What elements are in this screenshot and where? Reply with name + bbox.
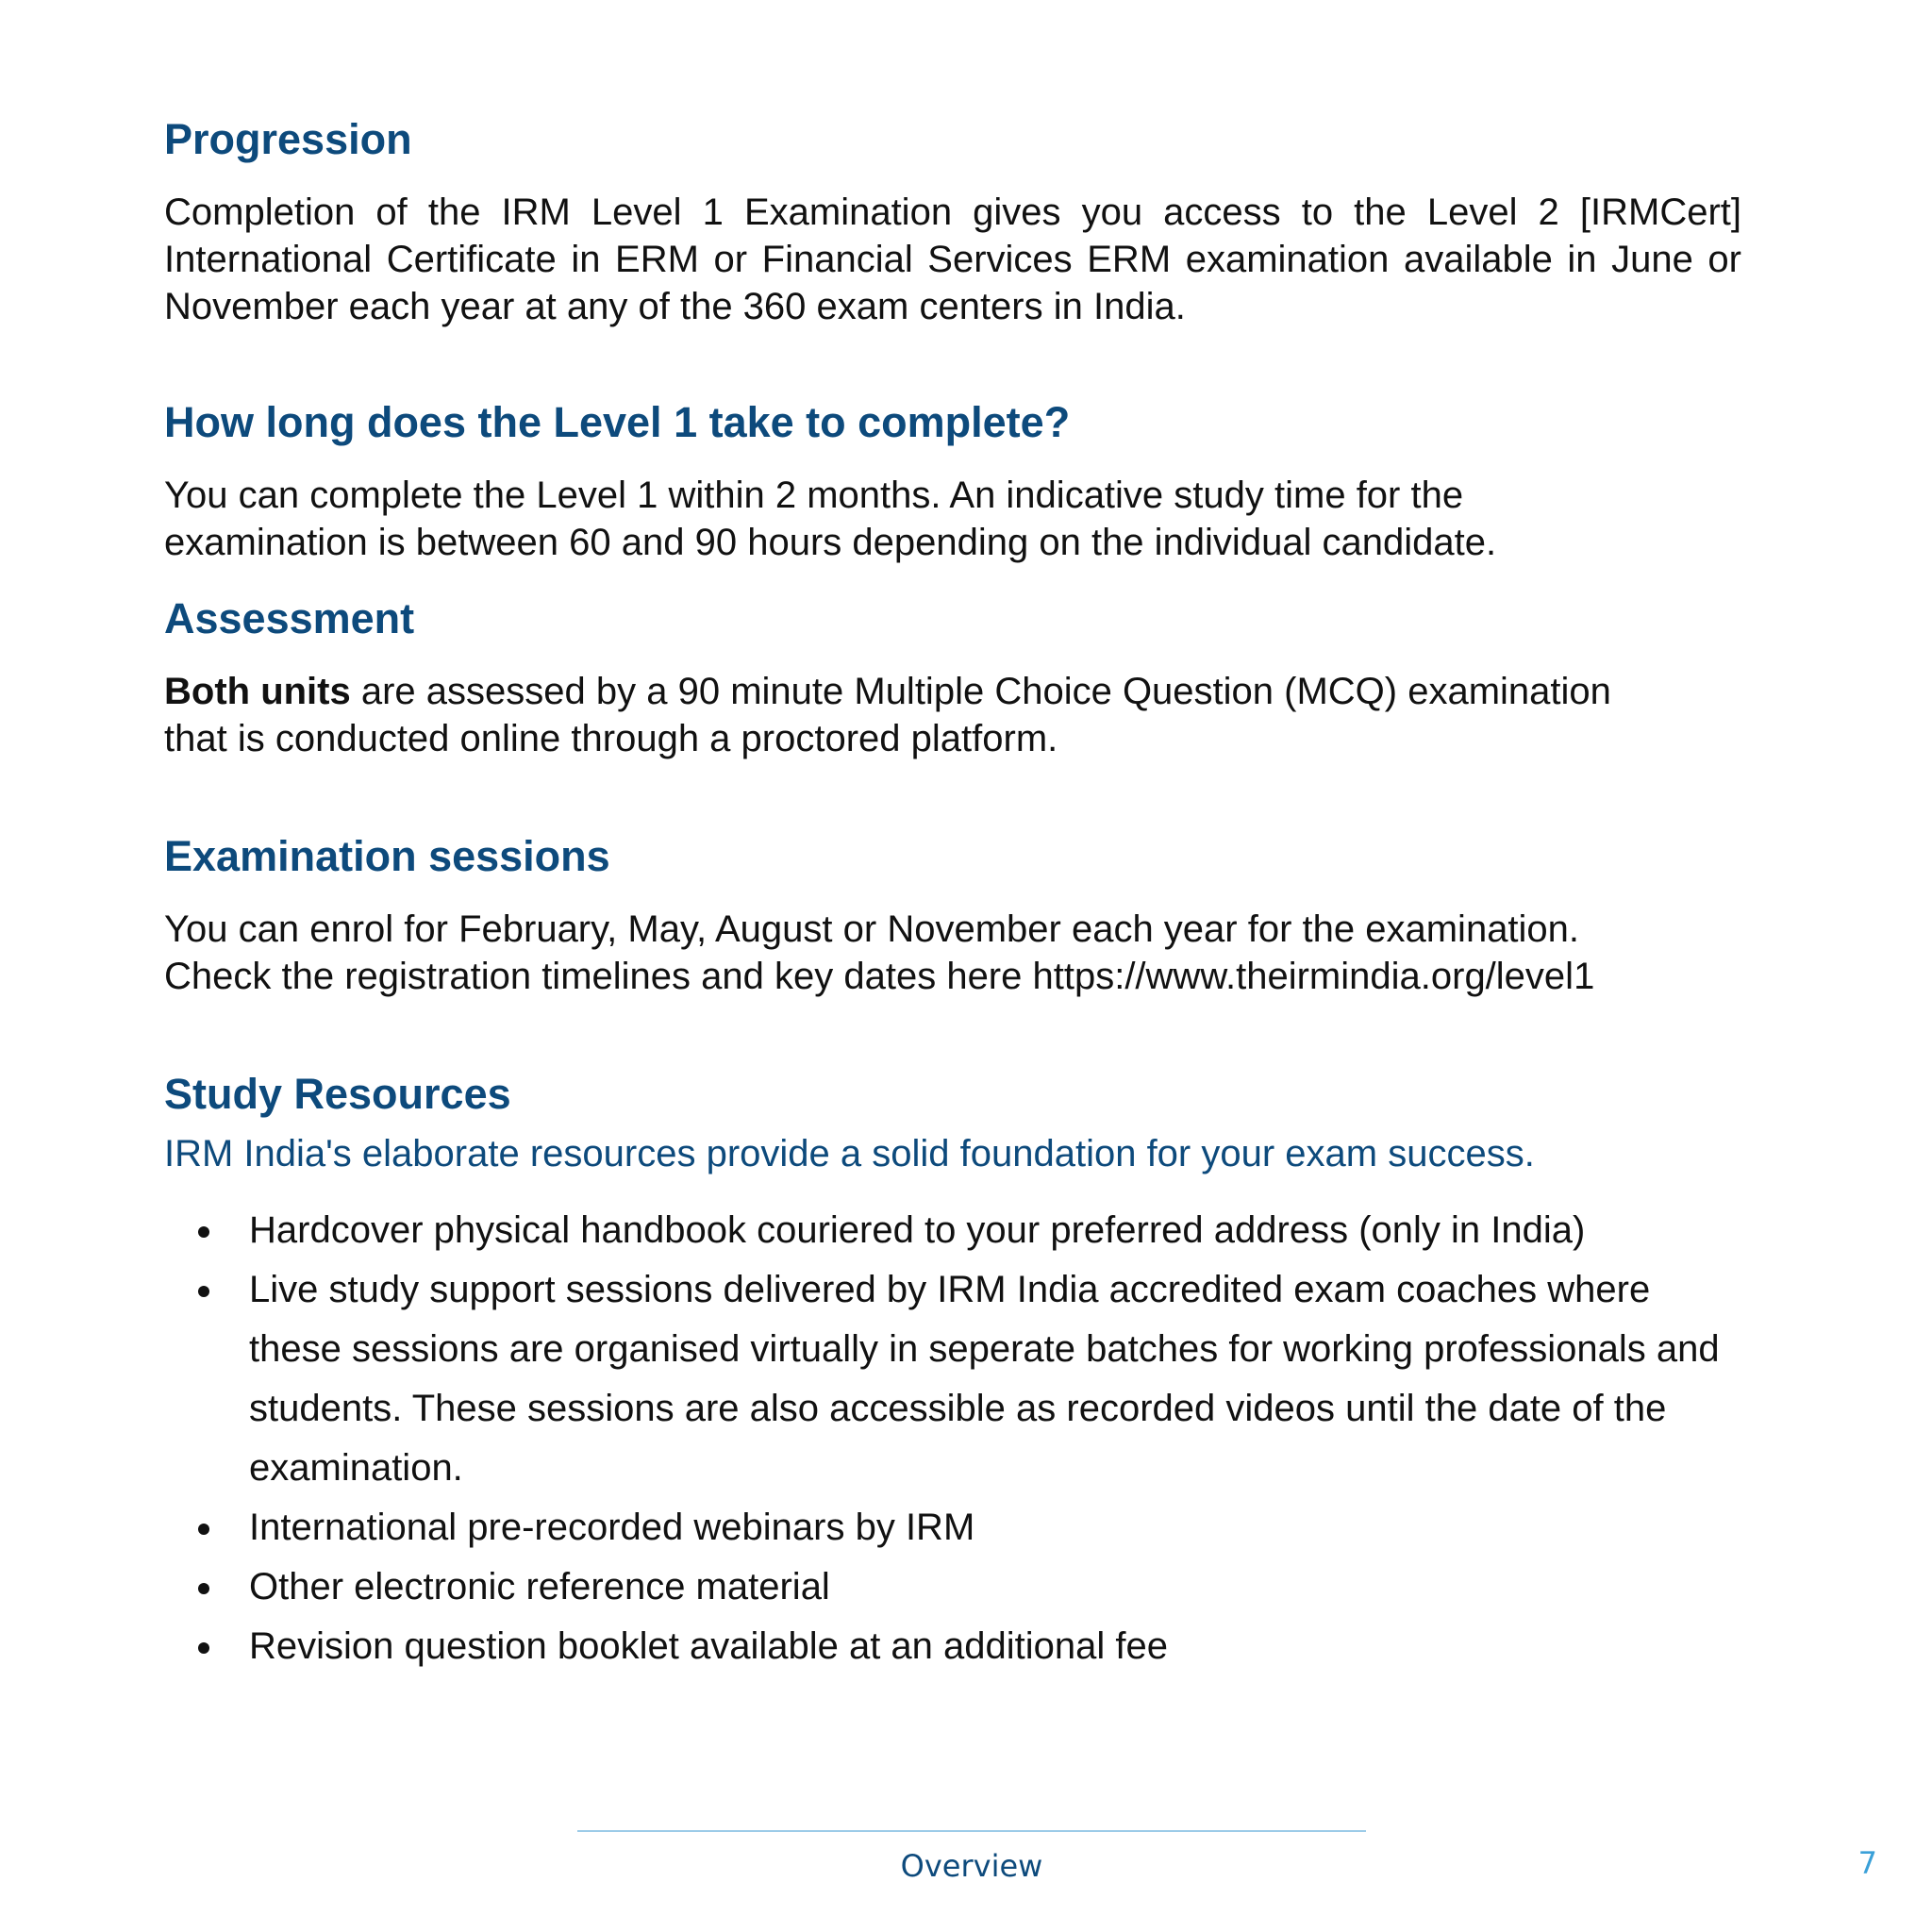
list-item-text: Live study support sessions delivered by IRM India accredited exam coaches where these sessions are organised virtually in seperate batches for working professionals and students. These sessions are also accessible as recorded videos until the date of the examination. — [249, 1269, 1720, 1489]
exam-sessions-body — [164, 906, 1741, 1000]
assessment-body — [164, 668, 1741, 762]
section-assessment — [164, 591, 1741, 762]
assessment-line-1-rest: are assessed by a 90 minute Multiple Choice Question (MCQ) examination — [350, 671, 1611, 712]
page-number: 7 — [1857, 1845, 1877, 1881]
assessment-heading: Assessment — [164, 594, 415, 642]
list-item — [164, 1557, 1741, 1617]
study-resources-subtitle: IRM India's elaborate resources provide a solid foundation for your exam success. — [164, 1133, 1535, 1174]
list-item-text: Revision question booklet available at an additional fee — [249, 1625, 1169, 1667]
exam-sessions-line-2: Check the registration timelines and key dates here https://www.theirmindia.org/level1 — [164, 956, 1595, 997]
list-item — [164, 1498, 1741, 1557]
progression-body: Completion of the IRM Level 1 Examination gives you access to the Level 2 [IRMCert] International Certificate in ERM or Financial Services ERM examination available in June or November each year at any of the 360 exam centers in India. — [164, 192, 1741, 327]
section-how-long — [164, 394, 1741, 566]
footer-section-label: Overview — [900, 1848, 1043, 1884]
bullet-icon — [198, 1226, 209, 1238]
how-long-body — [164, 472, 1741, 566]
study-resources-list — [164, 1201, 1741, 1676]
list-item — [164, 1260, 1741, 1498]
bullet-icon — [198, 1524, 209, 1535]
how-long-line-1: You can complete the Level 1 within 2 months. An indicative study time for the — [164, 475, 1464, 516]
bullet-icon — [198, 1583, 209, 1594]
list-item-text: Hardcover physical handbook couriered to your preferred address (only in India) — [249, 1209, 1586, 1251]
progression-heading: Progression — [164, 115, 412, 163]
list-item-text: Other electronic reference material — [249, 1566, 830, 1607]
bullet-icon — [198, 1286, 209, 1297]
assessment-bold-lead: Both units — [164, 671, 351, 712]
how-long-heading: How long does the Level 1 take to complete? — [164, 398, 1071, 446]
assessment-line-2: that is conducted online through a proctored platform. — [164, 718, 1058, 759]
bullet-icon — [198, 1642, 209, 1654]
exam-sessions-heading: Examination sessions — [164, 832, 610, 880]
page-content — [164, 111, 1741, 1676]
section-study-resources — [164, 1066, 1741, 1676]
how-long-line-2: examination is between 60 and 90 hours depending on the individual candidate. — [164, 522, 1497, 563]
list-item — [164, 1617, 1741, 1676]
exam-sessions-line-1: You can enrol for February, May, August or November each year for the examination. — [164, 908, 1580, 950]
footer-divider — [577, 1830, 1366, 1832]
study-resources-heading: Study Resources — [164, 1070, 511, 1118]
list-item-text: International pre-recorded webinars by IRM — [249, 1507, 975, 1548]
list-item — [164, 1201, 1741, 1260]
section-examination-sessions — [164, 828, 1741, 1000]
section-progression — [164, 111, 1741, 330]
